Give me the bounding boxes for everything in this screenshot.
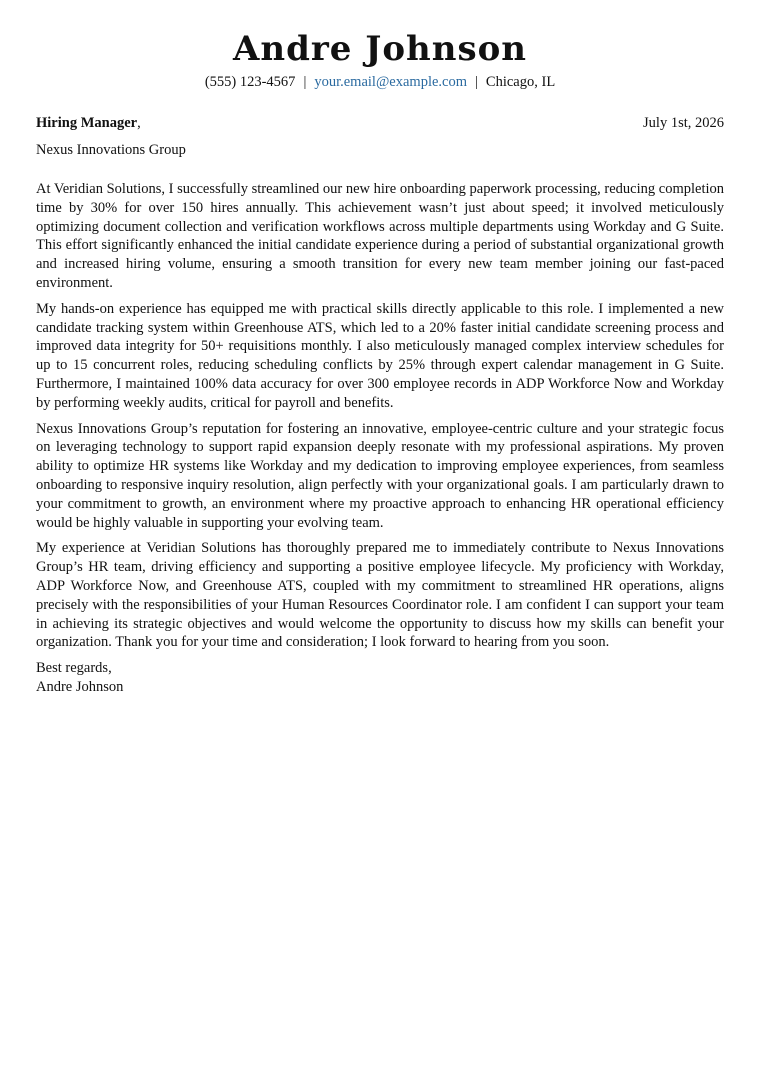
recipient-comma: , — [137, 115, 141, 131]
letter-closing — [36, 659, 724, 697]
contact-line — [0, 73, 760, 91]
closing-signature: Andre Johnson — [36, 678, 124, 695]
recipient-line — [36, 114, 141, 133]
contact-separator: | — [475, 74, 478, 90]
closing-salutation: Best regards, — [36, 660, 112, 677]
email-link[interactable]: your.email@example.com — [314, 74, 468, 90]
body-paragraph: My experience at Veridian Solutions has thoroughly prepared me to immediately contribute to Nexus Innovations Group’s HR team, driving efficiency and supporting a positive employee lifecycle. My proficiency with Workday, ADP Workforce Now, and Greenhouse ATS, coupled with my commitment to streamlined HR operations, aligns precisely with the responsibilities of your Human Resources Coordinator role. I am confident I can support your team in achieving its strategic objectives and would welcome the opportunity to discuss how my skills can benefit your organization. Thank you for your time and consideration; I look forward to hearing from you soon. — [36, 540, 724, 651]
location: Chicago, IL — [485, 74, 556, 90]
letter-body — [36, 180, 724, 697]
phone-number: (555) 123-4567 — [204, 74, 296, 90]
recipient-date-row — [36, 114, 724, 133]
body-paragraph: My hands-on experience has equipped me with practical skills directly applicable to this role. I implemented a new candidate tracking system within Greenhouse ATS, which led to a 20% faster initial candidate screening process and improved data integrity for 50+ requisitions monthly. I also meticulously managed complex interview schedules for up to 15 concurrent roles, reducing scheduling conflicts by 25% through expert calendar management in G Suite. Furthermore, I maintained 100% data accuracy for over 300 employee records in ADP Workforce Now and Workday by performing weekly audits, critical for payroll and benefits. — [36, 300, 724, 411]
recipient-name: Hiring Manager — [36, 115, 138, 131]
body-paragraph: At Veridian Solutions, I successfully streamlined our new hire onboarding paperwork processing, reducing completion time by 30% for over 150 hires annually. This achievement wasn’t just about speed; it involved meticulously optimizing document collection and verification workflows across multiple departments using Workday and G Suite. This effort significantly enhanced the initial candidate experience during a period of substantial organizational growth and increased hiring volume, ensuring a smooth transition for every new team member joining our fast-paced environment. — [36, 181, 724, 291]
applicant-name: Andre Johnson — [233, 29, 527, 69]
letter-date: July 1st, 2026 — [643, 115, 724, 131]
contact-separator: | — [303, 74, 307, 90]
recipient-company: Nexus Innovations Group — [36, 142, 186, 158]
body-paragraph: Nexus Innovations Group’s reputation for fostering an innovative, employee-centric culture and your strategic focus on leveraging technology to support rapid expansion deeply resonate with my professional aspirations. My proven ability to optimize HR systems like Workday and my dedication to improving employee experiences, from seamless onboarding to responsive inquiry resolution, align perfectly with your organizational goals. I am particularly drawn to your commitment to growth, an environment where my proactive approach to enhancing HR operational efficiency would be highly valuable in supporting your evolving team. — [36, 420, 724, 531]
